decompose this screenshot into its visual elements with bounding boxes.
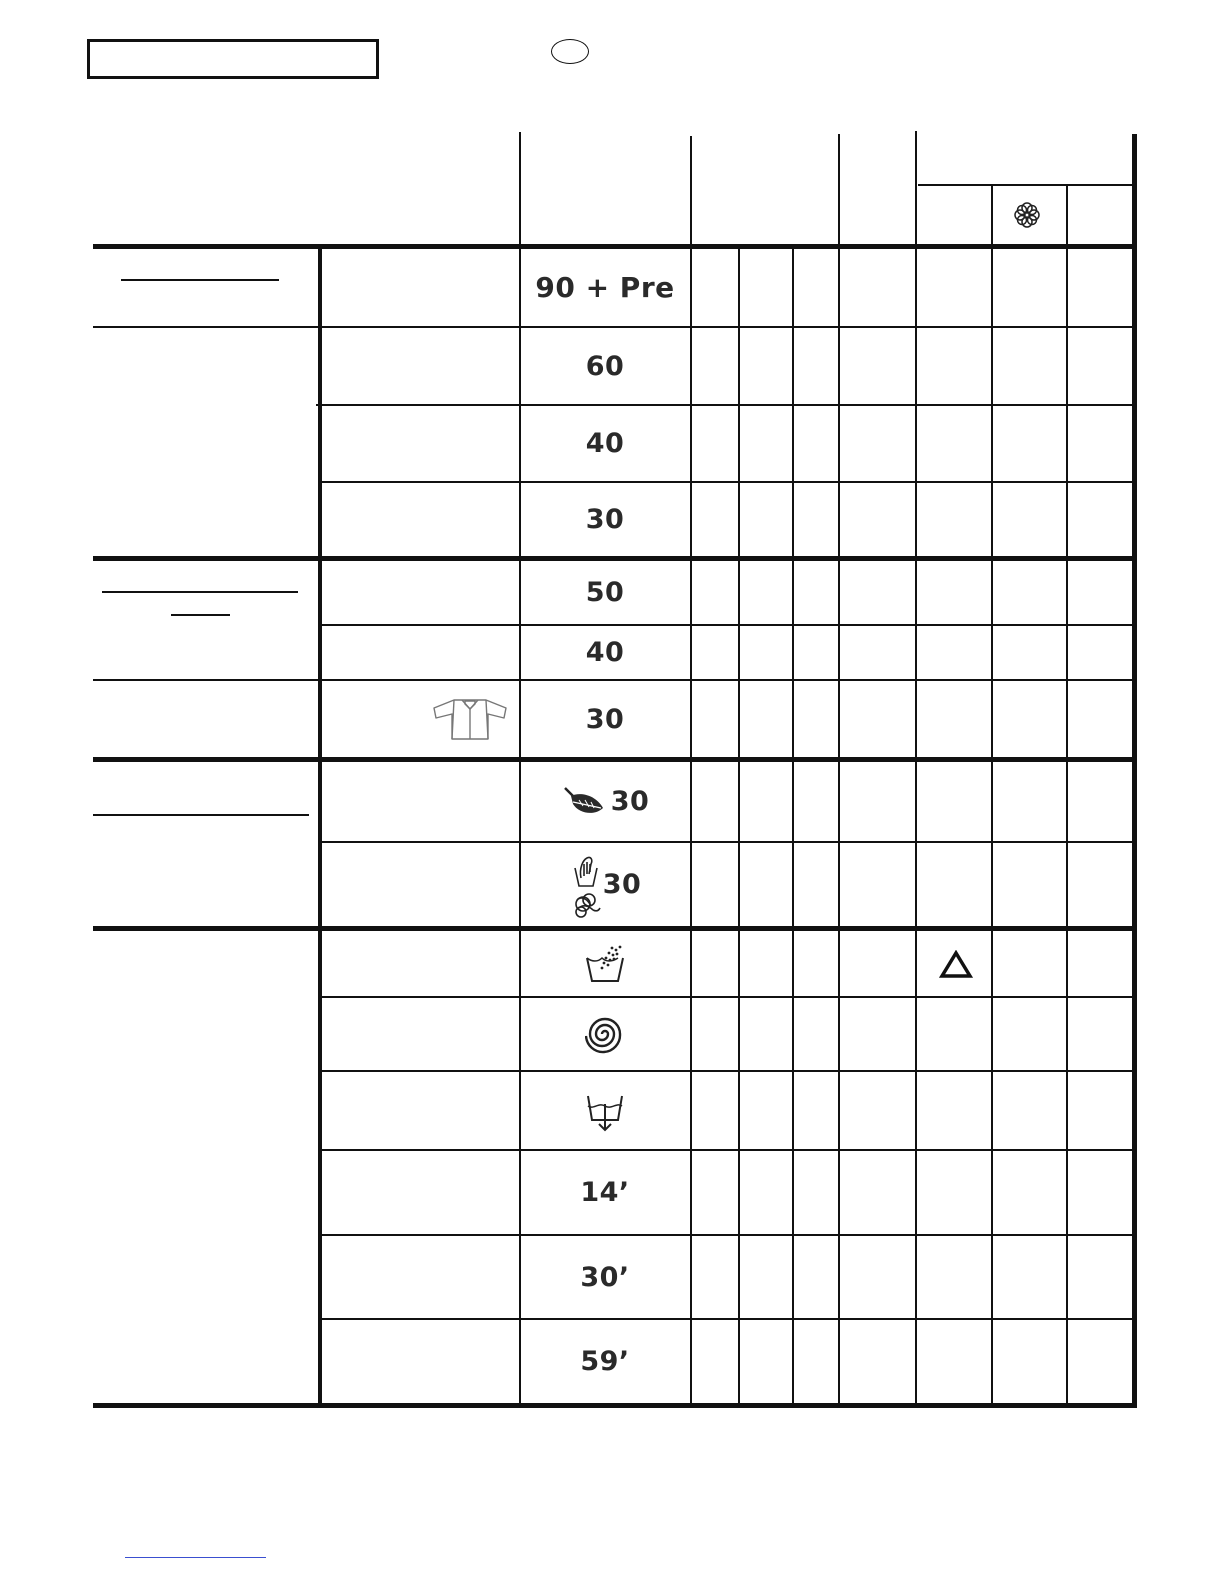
grid-line	[320, 841, 1133, 843]
spin-icon	[585, 1014, 625, 1054]
program-cell	[520, 626, 690, 679]
program-label: 30’	[580, 1261, 630, 1293]
grid-line	[320, 1070, 1133, 1072]
grid-line	[316, 404, 1133, 406]
grid-line	[1066, 186, 1068, 1404]
program-cell	[520, 249, 690, 326]
grid-line	[320, 996, 1133, 998]
grid-line	[320, 1234, 1133, 1236]
grid-line	[991, 186, 993, 1404]
program-cell	[520, 561, 690, 624]
program-label: 40	[585, 637, 625, 668]
program-cell	[520, 843, 690, 926]
grid-line	[320, 624, 1133, 626]
grid-line	[918, 184, 1134, 186]
program-label: 30	[585, 703, 625, 735]
program-label: 30	[602, 869, 642, 900]
program-cell	[520, 931, 690, 996]
handwash-wool-icon	[569, 850, 601, 920]
program-cell	[520, 998, 690, 1070]
shirt-icon	[432, 697, 508, 741]
drain-icon	[585, 1090, 625, 1132]
footer-link[interactable]	[125, 1557, 266, 1558]
program-cell	[520, 406, 690, 481]
grid-line	[320, 1318, 1133, 1320]
language-badge	[551, 39, 589, 64]
program-cell	[520, 681, 690, 757]
program-label: 30	[610, 786, 650, 817]
program-cell	[520, 1320, 690, 1403]
grid-line	[93, 1403, 1136, 1408]
grid-line	[792, 248, 794, 1404]
section-label-underline	[121, 279, 279, 281]
section-label-underline	[93, 814, 309, 816]
program-cell	[520, 1236, 690, 1318]
flower-icon	[1013, 201, 1041, 229]
program-label: 40	[585, 428, 625, 459]
grid-line	[838, 134, 840, 1404]
feather-icon	[561, 784, 607, 820]
program-label: 30	[585, 504, 625, 535]
grid-line	[320, 481, 1133, 483]
triangle-icon	[939, 950, 973, 980]
program-label: 90 + Pre	[535, 271, 675, 304]
program-cell	[520, 328, 690, 404]
program-cell	[520, 1151, 690, 1234]
program-label: 59’	[580, 1346, 630, 1377]
section-label-underline	[171, 614, 230, 616]
grid-line	[738, 248, 740, 1404]
program-label: 50	[585, 577, 625, 608]
program-cell	[520, 1072, 690, 1149]
rinse-icon	[584, 944, 626, 984]
grid-line	[320, 1149, 1133, 1151]
title-box	[87, 39, 379, 79]
program-label: 14’	[580, 1177, 630, 1208]
program-label: 60	[585, 350, 625, 382]
grid-line	[915, 131, 917, 1404]
program-cell	[520, 483, 690, 556]
grid-line	[318, 248, 322, 1406]
program-cell	[520, 762, 690, 841]
section-label-underline	[102, 591, 298, 593]
